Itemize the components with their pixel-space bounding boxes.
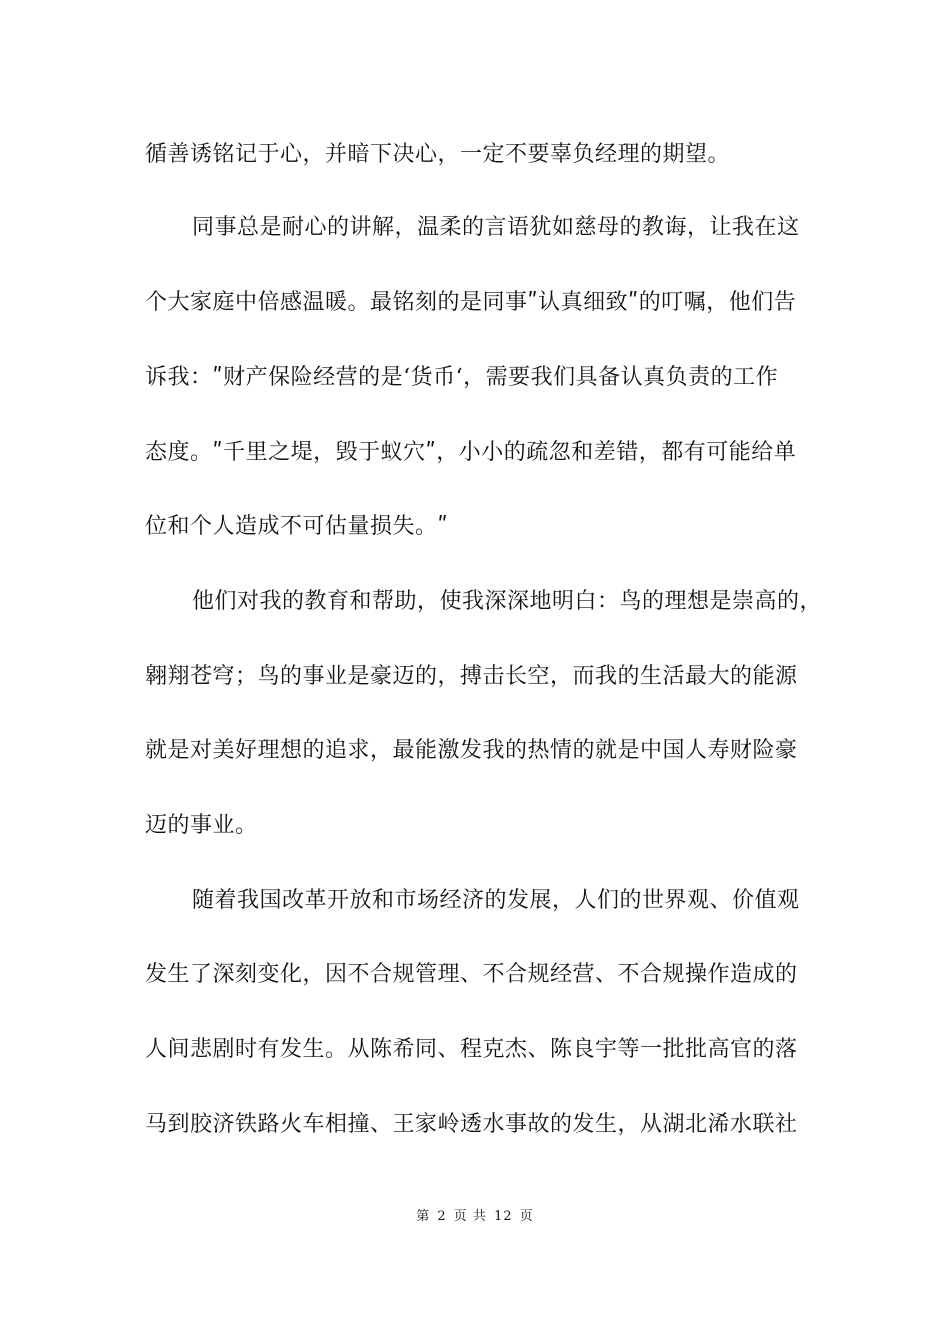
total-pages: 12 [494,1209,513,1224]
paragraph-start: 同事总是耐心的讲解，温柔的言语犹如慈母的教诲，让我在这 [192,215,800,240]
paragraph-start: 随着我国改革开放和市场经济的发展，人们的世界观、价值观 [192,888,800,913]
page-number: 2 [437,1209,447,1224]
footer-middle: 页 共 [453,1209,487,1224]
text-line: 就是对美好理想的追求，最能激发我的热情的就是中国人寿财险豪 [145,738,798,763]
text-line: 迈的事业。 [145,813,258,838]
text-line: 人间悲剧时有发生。从陈希同、程克杰、陈良宇等一批批高官的落 [145,1037,798,1062]
footer-suffix: 页 [519,1209,534,1224]
footer-prefix: 第 [416,1209,431,1224]
paragraph-start: 他们对我的教育和帮助，使我深深地明白：鸟的理想是崇高的， [192,589,823,614]
text-line: 诉我：ʺ财产保险经营的是‘货币‘，需要我们具备认真负责的工作 [145,365,779,390]
text-line: 发生了深刻变化，因不合规管理、不合规经营、不合规操作造成的 [145,962,798,987]
text-line: 个大家庭中倍感温暖。最铭刻的是同事ʺ认真细致ʺ的叮嘱，他们告 [145,290,797,315]
text-line: 循善诱铭记于心，并暗下决心，一定不要辜负经理的期望。 [145,142,731,167]
text-line: 马到胶济铁路火车相撞、王家岭透水事故的发生，从湖北浠水联社 [145,1112,798,1137]
text-line: 态度。ʺ千里之堤，毁于蚁穴ʺ，小小的疏忽和差错，都有可能给单 [145,440,797,465]
text-line: 翱翔苍穹；鸟的事业是豪迈的，搏击长空，而我的生活最大的能源 [145,664,798,689]
page-footer [0,1208,950,1226]
text-line: 位和个人造成不可估量损失。ʺ [145,514,449,539]
